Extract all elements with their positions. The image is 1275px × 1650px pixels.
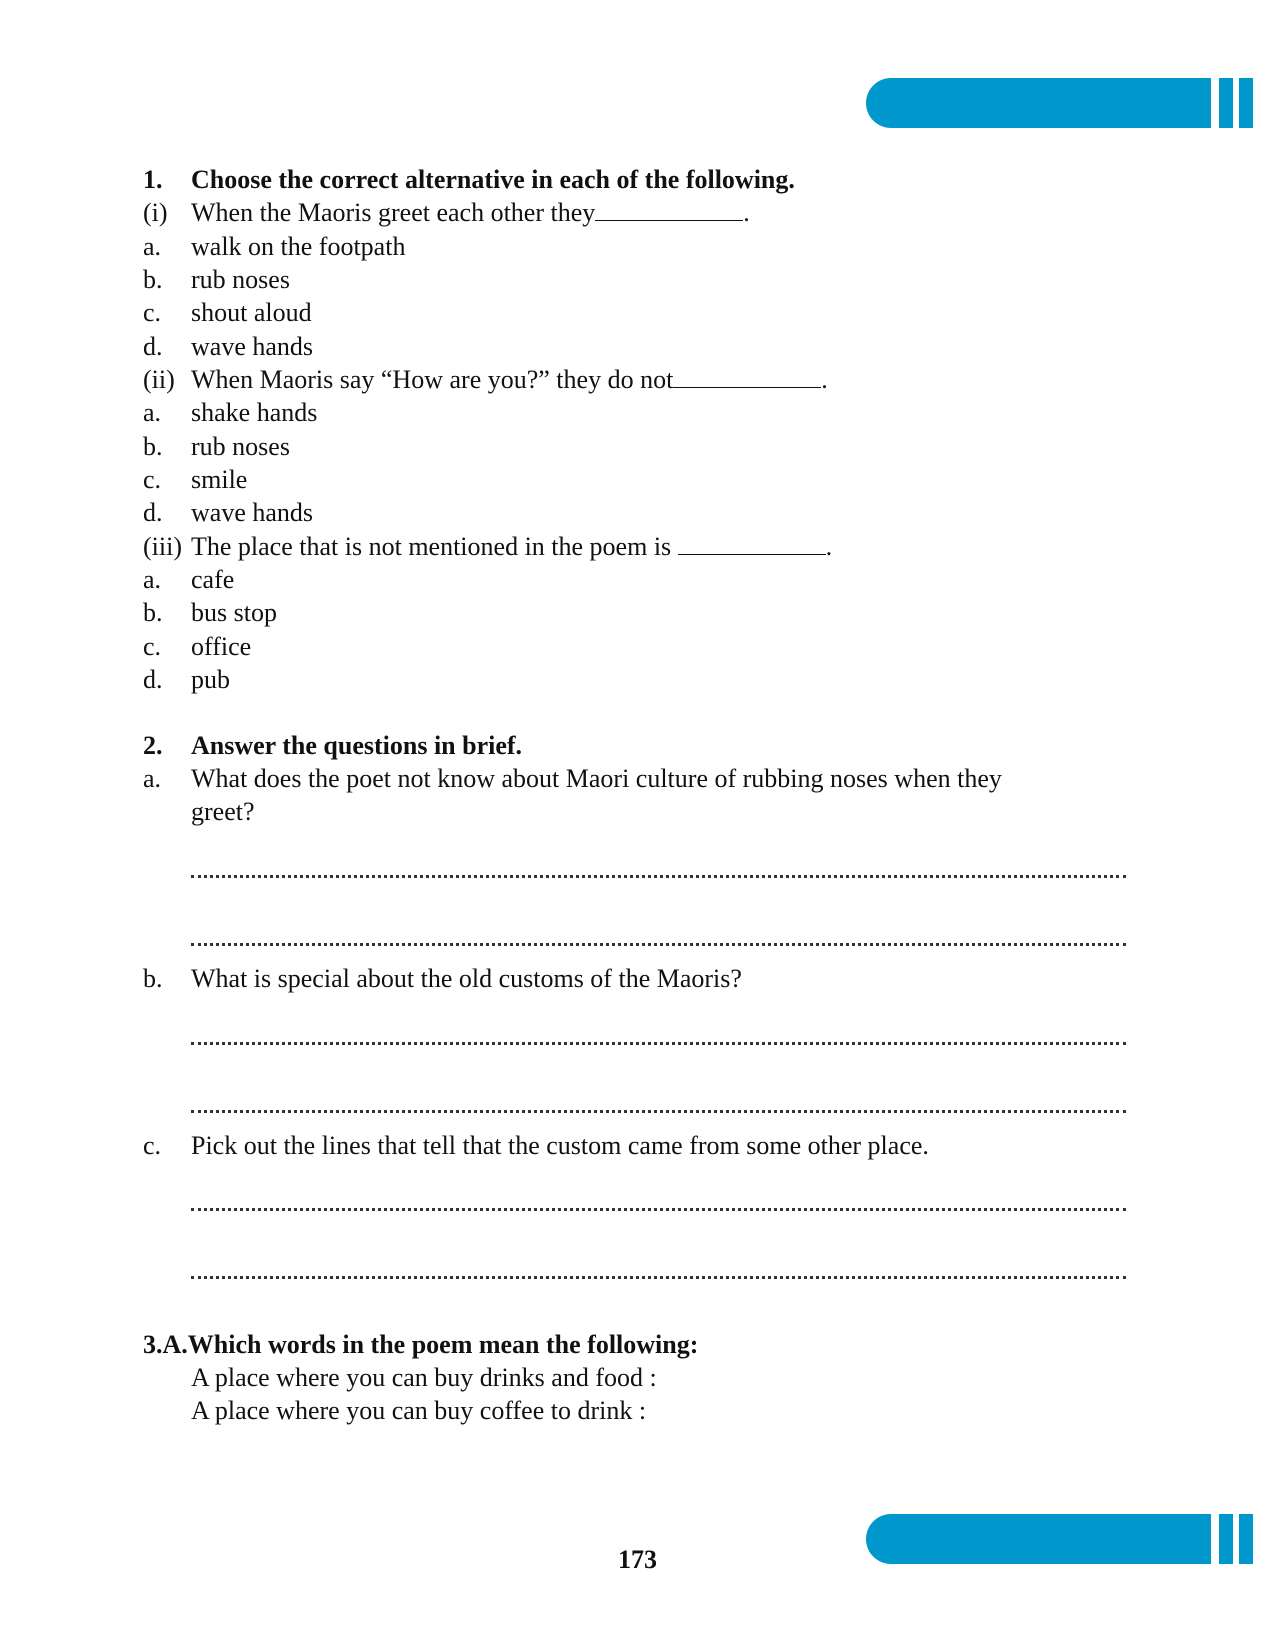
question-2a-continued: greet? xyxy=(191,797,255,826)
option: b. bus stop xyxy=(143,598,277,627)
option: b. rub noses xyxy=(143,265,290,294)
option: d. wave hands xyxy=(143,498,314,527)
question-3a-item: A place where you can buy drinks and food : xyxy=(191,1363,657,1392)
option: c. smile xyxy=(143,465,248,494)
answer-line[interactable] xyxy=(191,1110,1126,1113)
banner-bar xyxy=(1239,78,1253,128)
question-2b: b. What is special about the old customs of the Maoris? xyxy=(143,964,742,993)
question-1-ii-stem: (ii) When Maoris say “How are you?” they do not . xyxy=(143,365,828,394)
answer-blank[interactable] xyxy=(678,532,826,555)
question-2c: c. Pick out the lines that tell that the custom came from some other place. xyxy=(143,1131,929,1160)
option: d. pub xyxy=(143,665,230,694)
question-2a: a. What does the poet not know about Maori culture of rubbing noses when they xyxy=(143,764,1002,793)
answer-line[interactable] xyxy=(191,1276,1126,1279)
option: c. shout aloud xyxy=(143,298,312,327)
question-3a-item: A place where you can buy coffee to drink : xyxy=(191,1396,647,1425)
option: d. wave hands xyxy=(143,332,314,361)
option: a. cafe xyxy=(143,565,235,594)
option: a. shake hands xyxy=(143,398,318,427)
answer-line[interactable] xyxy=(191,1208,1126,1211)
banner-pill xyxy=(866,78,1211,128)
option: a. walk on the footpath xyxy=(143,232,406,261)
banner-pill xyxy=(866,1514,1211,1564)
answer-line[interactable] xyxy=(191,875,1126,878)
question-1-i-stem: (i) When the Maoris greet each other they . xyxy=(143,198,750,227)
question-2-heading: 2. Answer the questions in brief. xyxy=(143,731,523,760)
answer-blank[interactable] xyxy=(673,365,821,388)
banner-bar xyxy=(1219,78,1233,128)
option: c. office xyxy=(143,632,252,661)
question-1-iii-stem: (iii) The place that is not mentioned in the poem is . xyxy=(143,532,833,561)
question-3a-heading: 3.A.Which words in the poem mean the following: xyxy=(143,1330,699,1359)
question-1-heading: 1. Choose the correct alternative in each of the following. xyxy=(143,165,795,194)
page-number: 173 xyxy=(618,1545,657,1574)
answer-line[interactable] xyxy=(191,943,1126,946)
banner-bar xyxy=(1239,1514,1253,1564)
footer-banner xyxy=(866,1514,1253,1564)
answer-blank[interactable] xyxy=(595,198,743,221)
header-banner xyxy=(866,78,1253,128)
answer-line[interactable] xyxy=(191,1042,1126,1045)
banner-bar xyxy=(1219,1514,1233,1564)
option: b. rub noses xyxy=(143,432,290,461)
